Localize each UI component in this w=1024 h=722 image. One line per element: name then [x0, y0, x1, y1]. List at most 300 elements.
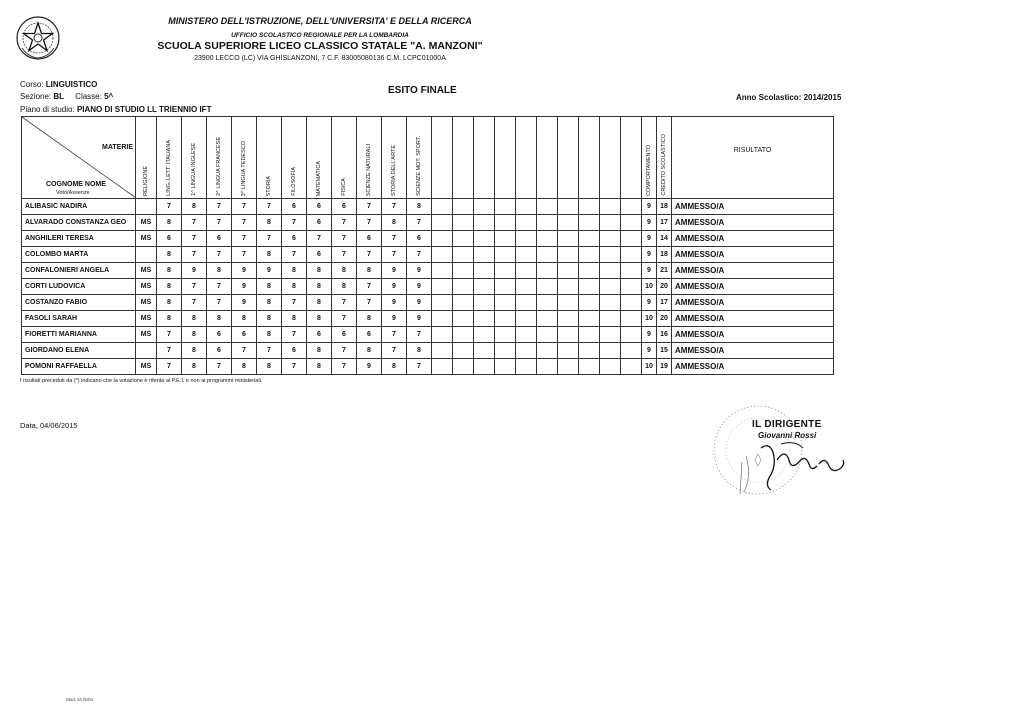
student-name: FASOLI SARAH: [22, 311, 136, 327]
grade-cell: 8: [157, 263, 182, 279]
grade-cell: 7: [332, 359, 357, 375]
empty-cell: [621, 327, 642, 343]
grade-cell: 9: [382, 263, 407, 279]
empty-cell: [495, 359, 516, 375]
empty-cell: [621, 231, 642, 247]
subject-header: SCIENZE NATURALI: [357, 117, 382, 199]
corner-materie: MATERIE: [102, 144, 133, 151]
grade-cell: 6: [407, 231, 432, 247]
empty-cell: [474, 263, 495, 279]
empty-cell: [621, 343, 642, 359]
empty-cell: [537, 263, 558, 279]
empty-cell: [558, 359, 579, 375]
empty-header-cell: [474, 117, 495, 199]
empty-cell: [516, 327, 537, 343]
empty-cell: [432, 295, 453, 311]
student-name: COSTANZO FABIO: [22, 295, 136, 311]
empty-header-cell: [516, 117, 537, 199]
comportamento-cell: 9: [642, 295, 657, 311]
student-name: COLOMBO MARTA: [22, 247, 136, 263]
grade-cell: 7: [157, 343, 182, 359]
empty-cell: [537, 247, 558, 263]
empty-cell: [621, 311, 642, 327]
empty-cell: [600, 311, 621, 327]
empty-cell: [474, 343, 495, 359]
document-date: Data, 04/06/2015: [20, 421, 78, 430]
empty-cell: [537, 311, 558, 327]
empty-cell: [600, 263, 621, 279]
comportamento-cell: 9: [642, 231, 657, 247]
empty-cell: [621, 263, 642, 279]
credito-cell: 18: [657, 247, 672, 263]
grade-cell: 7: [332, 231, 357, 247]
credito-cell: 19: [657, 359, 672, 375]
empty-header-cell: [621, 117, 642, 199]
grade-cell: 7: [382, 343, 407, 359]
empty-cell: [600, 327, 621, 343]
credito-cell: 21: [657, 263, 672, 279]
grade-cell: 8: [357, 343, 382, 359]
grade-cell: 8: [282, 311, 307, 327]
credito-cell: 20: [657, 279, 672, 295]
grade-cell: 7: [282, 215, 307, 231]
comportamento-cell: 9: [642, 247, 657, 263]
empty-cell: [495, 263, 516, 279]
grade-cell: 7: [157, 199, 182, 215]
grade-cell: 7: [382, 199, 407, 215]
table-row: [22, 295, 834, 311]
empty-cell: [621, 279, 642, 295]
grade-cell: MS: [136, 263, 157, 279]
subject-header: FILOSOFIA: [282, 117, 307, 199]
empty-cell: [579, 311, 600, 327]
empty-cell: [516, 343, 537, 359]
comportamento-cell: 10: [642, 279, 657, 295]
empty-cell: [537, 199, 558, 215]
grade-cell: 8: [307, 343, 332, 359]
grade-cell: 7: [207, 199, 232, 215]
grade-cell: 7: [232, 215, 257, 231]
empty-cell: [516, 263, 537, 279]
esito-title: ESITO FINALE: [388, 85, 457, 96]
grade-cell: 9: [232, 295, 257, 311]
empty-cell: [600, 343, 621, 359]
empty-cell: [537, 327, 558, 343]
grade-cell: 7: [157, 359, 182, 375]
esito-cell: AMMESSO/A: [672, 263, 834, 279]
subject-header: FISICA: [332, 117, 357, 199]
student-name: ALVARADO CONSTANZA GEO: [22, 215, 136, 231]
grade-cell: 7: [257, 231, 282, 247]
grade-cell: 8: [157, 311, 182, 327]
empty-cell: [453, 199, 474, 215]
comportamento-cell: 9: [642, 343, 657, 359]
empty-cell: [432, 327, 453, 343]
esito-cell: AMMESSO/A: [672, 359, 834, 375]
grade-cell: 7: [232, 247, 257, 263]
empty-cell: [579, 231, 600, 247]
corso-value: LINGUISTICO: [45, 80, 98, 89]
grade-cell: 7: [232, 231, 257, 247]
grade-cell: 7: [332, 311, 357, 327]
grade-cell: 8: [157, 215, 182, 231]
grade-cell: 9: [232, 263, 257, 279]
grade-cell: 6: [332, 199, 357, 215]
empty-cell: [453, 247, 474, 263]
grade-cell: 8: [182, 327, 207, 343]
grade-cell: 9: [182, 263, 207, 279]
empty-cell: [432, 263, 453, 279]
grade-cell: 8: [182, 311, 207, 327]
grade-cell: MS: [136, 295, 157, 311]
comportamento-cell: 9: [642, 263, 657, 279]
grade-cell: [136, 199, 157, 215]
empty-cell: [474, 327, 495, 343]
grade-cell: 6: [357, 231, 382, 247]
student-name: CORTI LUDOVICA: [22, 279, 136, 295]
empty-cell: [600, 215, 621, 231]
dirigente-title: IL DIRIGENTE: [752, 419, 822, 430]
table-row: [22, 199, 834, 215]
credito-header: CREDITO SCOLASTICO: [657, 117, 672, 199]
empty-cell: [600, 231, 621, 247]
grade-cell: 8: [257, 327, 282, 343]
empty-cell: [516, 247, 537, 263]
empty-header-cell: [600, 117, 621, 199]
grade-cell: 6: [307, 215, 332, 231]
student-name: FIORETTI MARIANNA: [22, 327, 136, 343]
grade-cell: 7: [182, 279, 207, 295]
empty-cell: [474, 279, 495, 295]
empty-cell: [516, 295, 537, 311]
grade-cell: 9: [257, 263, 282, 279]
empty-cell: [432, 311, 453, 327]
grade-cell: 7: [232, 199, 257, 215]
corner-voto: Voto/Assenze: [56, 190, 90, 196]
comportamento-cell: 9: [642, 199, 657, 215]
empty-cell: [474, 215, 495, 231]
regional-office: UFFICIO SCOLASTICO REGIONALE PER LA LOMBARDIA: [231, 32, 409, 39]
empty-cell: [516, 215, 537, 231]
empty-cell: [432, 215, 453, 231]
empty-cell: [474, 359, 495, 375]
empty-cell: [621, 215, 642, 231]
grade-cell: MS: [136, 215, 157, 231]
grade-cell: MS: [136, 327, 157, 343]
empty-cell: [600, 295, 621, 311]
subject-header: 2^ LINGUA FRANCESE: [207, 117, 232, 199]
credito-cell: 17: [657, 295, 672, 311]
grade-cell: 7: [407, 215, 432, 231]
empty-cell: [579, 327, 600, 343]
grade-cell: 8: [307, 279, 332, 295]
empty-cell: [474, 247, 495, 263]
grade-cell: 8: [182, 199, 207, 215]
grades-table: [21, 116, 834, 375]
empty-cell: [621, 199, 642, 215]
grade-cell: 6: [282, 231, 307, 247]
piano-value: PIANO DI STUDIO LL TRIENNIO IFT: [76, 105, 212, 114]
grade-cell: 8: [332, 263, 357, 279]
grade-cell: 8: [357, 263, 382, 279]
empty-cell: [537, 279, 558, 295]
empty-cell: [432, 199, 453, 215]
grade-cell: 8: [382, 215, 407, 231]
grade-cell: 8: [182, 343, 207, 359]
empty-cell: [579, 359, 600, 375]
grade-cell: 7: [332, 295, 357, 311]
table-row: [22, 279, 834, 295]
empty-cell: [537, 215, 558, 231]
student-name: GIORDANO ELENA: [22, 343, 136, 359]
signature-icon: [755, 438, 847, 494]
anno-scolastico: Anno Scolastico: 2014/2015: [736, 93, 842, 102]
empty-cell: [537, 295, 558, 311]
comportamento-header: COMPORTAMENTO: [642, 117, 657, 199]
student-name: ALIBASIC NADIRA: [22, 199, 136, 215]
empty-cell: [558, 247, 579, 263]
empty-cell: [432, 279, 453, 295]
grade-cell: 7: [282, 327, 307, 343]
empty-cell: [453, 263, 474, 279]
empty-cell: [495, 231, 516, 247]
esito-cell: AMMESSO/A: [672, 215, 834, 231]
grade-cell: 9: [407, 279, 432, 295]
esito-cell: AMMESSO/A: [672, 295, 834, 311]
empty-cell: [453, 231, 474, 247]
empty-cell: [579, 247, 600, 263]
grade-cell: 9: [382, 295, 407, 311]
grade-cell: 6: [332, 327, 357, 343]
subject-header: 1^ LINGUA INGLESE: [182, 117, 207, 199]
empty-cell: [432, 247, 453, 263]
grade-cell: 8: [307, 295, 332, 311]
empty-cell: [453, 359, 474, 375]
sezione-line: Sezione: BL Classe: 5^: [20, 92, 114, 101]
empty-cell: [558, 311, 579, 327]
grade-cell: 7: [207, 295, 232, 311]
model-code: Mod. sh.fin04: [66, 697, 94, 702]
empty-cell: [453, 327, 474, 343]
grade-cell: 6: [207, 231, 232, 247]
empty-cell: [579, 215, 600, 231]
empty-cell: [516, 231, 537, 247]
grade-cell: 8: [307, 263, 332, 279]
table-row: [22, 343, 834, 359]
dirigente-name: Giovanni Rossi: [758, 431, 817, 440]
empty-cell: [474, 199, 495, 215]
grade-cell: 8: [382, 359, 407, 375]
grade-cell: 6: [307, 247, 332, 263]
grade-cell: 7: [332, 215, 357, 231]
comportamento-cell: 9: [642, 215, 657, 231]
grade-cell: 9: [407, 311, 432, 327]
comportamento-cell: 10: [642, 311, 657, 327]
grades-body: [22, 199, 834, 375]
table-row: [22, 215, 834, 231]
student-name: CONFALONIERI ANGELA: [22, 263, 136, 279]
empty-cell: [621, 295, 642, 311]
grade-cell: 6: [157, 231, 182, 247]
grade-cell: 8: [282, 263, 307, 279]
empty-cell: [432, 359, 453, 375]
empty-cell: [453, 215, 474, 231]
student-name: POMONI RAFFAELLA: [22, 359, 136, 375]
grade-cell: 6: [282, 343, 307, 359]
grade-cell: 8: [257, 311, 282, 327]
grade-cell: 7: [182, 295, 207, 311]
grade-cell: 9: [232, 279, 257, 295]
empty-cell: [579, 199, 600, 215]
school-address: 23900 LECCO (LC) VIA GHISLANZONI, 7 C.F. 83005080136 C.M. LCPC01000A: [194, 55, 446, 62]
sezione-value: BL: [53, 92, 65, 101]
grade-cell: 7: [307, 231, 332, 247]
grade-cell: 7: [357, 247, 382, 263]
table-row: [22, 247, 834, 263]
grade-cell: 6: [282, 199, 307, 215]
empty-header-cell: [579, 117, 600, 199]
grade-cell: 8: [257, 247, 282, 263]
esito-cell: AMMESSO/A: [672, 311, 834, 327]
credito-cell: 16: [657, 327, 672, 343]
grade-cell: 9: [407, 263, 432, 279]
classe-value: 5^: [104, 92, 114, 101]
empty-cell: [558, 343, 579, 359]
grade-cell: 7: [182, 231, 207, 247]
esito-cell: AMMESSO/A: [672, 231, 834, 247]
empty-cell: [558, 327, 579, 343]
subject-header: STORIA: [257, 117, 282, 199]
table-header-row: [22, 117, 834, 199]
esito-cell: AMMESSO/A: [672, 327, 834, 343]
grade-cell: 7: [357, 199, 382, 215]
grade-cell: 6: [307, 327, 332, 343]
empty-cell: [453, 279, 474, 295]
empty-cell: [495, 279, 516, 295]
empty-cell: [495, 247, 516, 263]
grade-cell: 8: [207, 263, 232, 279]
empty-cell: [516, 199, 537, 215]
school-name: SCUOLA SUPERIORE LICEO CLASSICO STATALE "A. MANZONI": [157, 40, 483, 52]
grade-cell: [136, 343, 157, 359]
empty-header-cell: [453, 117, 474, 199]
comportamento-cell: 9: [642, 327, 657, 343]
grade-cell: MS: [136, 359, 157, 375]
grade-cell: 9: [407, 295, 432, 311]
grade-cell: 7: [207, 215, 232, 231]
empty-cell: [495, 343, 516, 359]
empty-cell: [453, 311, 474, 327]
grade-cell: 8: [307, 311, 332, 327]
empty-header-cell: [432, 117, 453, 199]
esito-cell: AMMESSO/A: [672, 279, 834, 295]
grade-cell: [136, 247, 157, 263]
empty-cell: [495, 295, 516, 311]
grade-cell: 7: [357, 215, 382, 231]
grade-cell: 8: [182, 359, 207, 375]
empty-cell: [558, 231, 579, 247]
subject-header: SCIENZE MOT. SPORT.: [407, 117, 432, 199]
grade-cell: 7: [282, 295, 307, 311]
grade-cell: 6: [357, 327, 382, 343]
empty-cell: [516, 279, 537, 295]
grade-cell: 8: [157, 279, 182, 295]
empty-cell: [579, 295, 600, 311]
empty-cell: [558, 279, 579, 295]
grade-cell: MS: [136, 279, 157, 295]
grade-cell: 7: [257, 343, 282, 359]
pei-note: I risultati preceduti da (*) indicano che la votazione è riferita al P.E.I. e non ai programmi ministeriali.: [20, 378, 263, 384]
risultato-header: RISULTATO: [672, 117, 834, 199]
empty-cell: [453, 343, 474, 359]
empty-cell: [579, 263, 600, 279]
grade-cell: 7: [282, 247, 307, 263]
corso-line: Corso: LINGUISTICO: [20, 80, 98, 89]
grade-cell: 7: [182, 247, 207, 263]
empty-cell: [474, 311, 495, 327]
grade-cell: 8: [307, 359, 332, 375]
grade-cell: 7: [157, 327, 182, 343]
empty-cell: [600, 279, 621, 295]
empty-cell: [495, 199, 516, 215]
empty-cell: [621, 247, 642, 263]
ministry-title: MINISTERO DELL'ISTRUZIONE, DELL'UNIVERSITA' E DELLA RICERCA: [168, 16, 472, 26]
grade-cell: 7: [357, 279, 382, 295]
grade-cell: 7: [407, 327, 432, 343]
empty-cell: [558, 263, 579, 279]
empty-cell: [537, 359, 558, 375]
subject-header: MATEMATICA: [307, 117, 332, 199]
grade-cell: 7: [332, 247, 357, 263]
grade-cell: 7: [257, 199, 282, 215]
grade-cell: 8: [207, 311, 232, 327]
empty-cell: [495, 215, 516, 231]
student-name: ANGHILERI TERESA: [22, 231, 136, 247]
grade-cell: 7: [382, 231, 407, 247]
grade-cell: 8: [232, 311, 257, 327]
grade-cell: 6: [307, 199, 332, 215]
empty-header-cell: [558, 117, 579, 199]
grade-cell: 8: [257, 279, 282, 295]
grade-cell: 7: [282, 359, 307, 375]
grade-cell: 9: [382, 279, 407, 295]
grade-cell: MS: [136, 311, 157, 327]
grade-cell: 7: [232, 343, 257, 359]
empty-cell: [453, 295, 474, 311]
empty-cell: [474, 295, 495, 311]
grade-cell: 8: [257, 295, 282, 311]
comportamento-cell: 10: [642, 359, 657, 375]
grade-cell: 7: [182, 215, 207, 231]
grade-cell: 8: [357, 311, 382, 327]
empty-cell: [516, 311, 537, 327]
grade-cell: 8: [157, 295, 182, 311]
empty-cell: [621, 359, 642, 375]
esito-cell: AMMESSO/A: [672, 199, 834, 215]
empty-cell: [537, 343, 558, 359]
table-row: [22, 327, 834, 343]
grade-cell: 7: [382, 247, 407, 263]
empty-cell: [558, 295, 579, 311]
empty-cell: [579, 343, 600, 359]
empty-cell: [495, 311, 516, 327]
corner-cognome: COGNOME NOME: [46, 181, 106, 188]
grade-cell: 6: [207, 343, 232, 359]
table-row: [22, 263, 834, 279]
grade-cell: 9: [382, 311, 407, 327]
empty-cell: [600, 247, 621, 263]
empty-cell: [579, 279, 600, 295]
